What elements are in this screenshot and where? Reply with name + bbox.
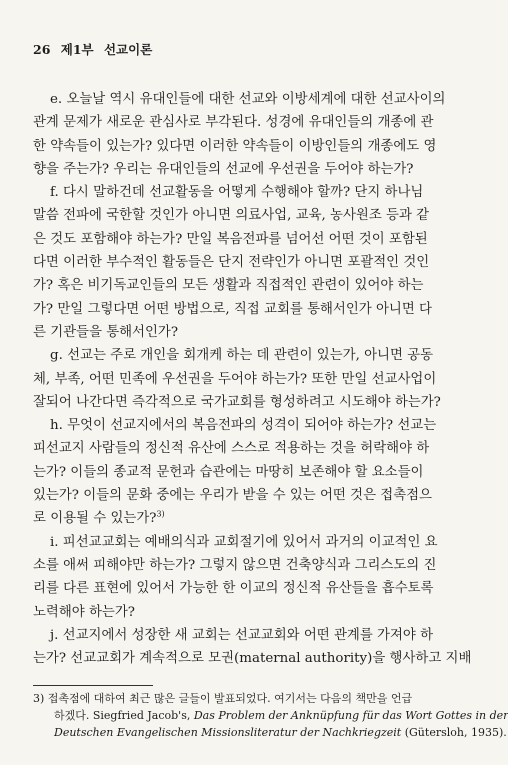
text-line: g. 선교는 주로 개인을 회개케 하는 데 관련이 있는가, 아니면 공동	[50, 348, 434, 364]
footnote-text: 하겠다. Siegfried Jacob's,	[54, 709, 194, 722]
footnote-divider	[33, 685, 153, 686]
footnote-line	[33, 707, 508, 724]
page-number: 26	[33, 42, 51, 57]
text-line: 잘되어 나간다면 즉각적으로 국가교회를 형성하려고 시도해야 하는가?	[33, 394, 441, 410]
paragraph-j	[33, 624, 472, 671]
text-line: 가? 만일 그렇다면 어떤 방법으로, 직접 교회를 통해서인가 아니면 다	[33, 301, 432, 317]
footnote-ref: 3)	[156, 509, 165, 519]
footnote-line	[33, 690, 433, 707]
text-line: 가? 혹은 비기독교인들의 모든 생활과 직접적인 관련이 있어야 하는	[33, 278, 424, 294]
text-line: 체, 부족, 어떤 민족에 우선권을 두어야 하는가? 또한 만일 선교사업이	[33, 371, 437, 387]
text-line: 은 것도 포함해야 하는가? 만일 복음전파를 넘어선 어떤 것이 포함된	[33, 231, 428, 247]
text-line: 한 약속들이 있는가? 있다면 이러한 약속들이 이방인들의 개종에도 영	[33, 138, 437, 154]
text-span: 로 이용될 수 있는가?	[33, 511, 157, 527]
text-line: 향을 주는가? 우리는 유대인들의 선교에 우선권을 두어야 하는가?	[33, 161, 414, 177]
text-line	[33, 507, 430, 530]
text-line: 관계 문제가 새로운 관심사로 부각된다. 성경에 유대인들의 개종에 관	[33, 115, 434, 131]
text-line: 는가? 선교교회가 계속적으로 모권(maternal authority)을 행사하고 지배	[33, 651, 472, 667]
text-line: 리를 다른 표현에 있어서 가능한 한 이교의 정신적 유산들을 흡수토록	[33, 581, 434, 597]
text-line: f. 다시 말하건데 선교활동을 어떻게 수행해야 할까? 단지 하나님	[50, 185, 424, 201]
text-line: i. 피선교교회는 예배의식과 교회절기에 있어서 과거의 이교적인 요	[50, 534, 438, 550]
book-title: Deutschen Evangelischen Missionsliteratur der Nachkriegzeit	[54, 726, 402, 739]
paragraph-i	[33, 531, 438, 624]
footnote-text: (Gütersloh, 1935).	[401, 726, 507, 739]
paragraph-h	[33, 414, 437, 530]
running-header	[33, 40, 158, 58]
paragraph-f	[33, 181, 430, 344]
text-line: 다면 이러한 부수적인 활동들은 단지 전략인가 아니면 포괄적인 것인	[33, 255, 430, 271]
section-title: 선교이론	[103, 42, 153, 57]
book-title: Das Problem der Anknüpfung für das Wort Gottes in der	[193, 709, 508, 722]
text-line: 는가? 이들의 종교적 문헌과 습관에는 마땅히 보존해야 할 요소들이	[33, 464, 424, 480]
footnote-line	[33, 724, 507, 741]
footnote-marker: 3)	[33, 692, 45, 705]
text-line: 노력해야 하는가?	[33, 604, 135, 620]
part-label: 제1부	[60, 42, 94, 57]
text-line: 피선교지 사람들의 정신적 유산에 스스로 적용하는 것을 허락해야 하	[33, 441, 430, 457]
text-line: 른 기관들을 통해서인가?	[33, 324, 179, 340]
text-line: h. 무엇이 선교지에서의 복음전파의 성격이 되어야 하는가? 선교는	[50, 418, 437, 434]
text-line: j. 선교지에서 성장한 새 교회는 선교교회와 어떤 관계를 가져야 하	[50, 627, 434, 643]
text-line: e. 오늘날 역시 유대인들에 대한 선교와 이방세계에 대한 선교사이의	[50, 92, 446, 107]
text-line: 있는가? 이들의 문화 중에는 우리가 받을 수 있는 어떤 것은 접촉점으	[33, 488, 432, 504]
footnote	[33, 690, 508, 741]
footnote-text: 접촉점에 대하여 최근 많은 글들이 발표되었다. 여기서는 다음의 책만을 언급	[47, 692, 413, 705]
text-line: 소를 애써 피해야만 하는가? 그렇지 않으면 건축양식과 그리스도의 진	[33, 557, 437, 573]
paragraph-e	[33, 88, 446, 181]
text-line: 말씀 전파에 국한할 것인가 아니면 의료사업, 교육, 농사원조 등과 같	[33, 208, 430, 224]
paragraph-g	[33, 344, 441, 414]
body-text	[33, 88, 472, 670]
